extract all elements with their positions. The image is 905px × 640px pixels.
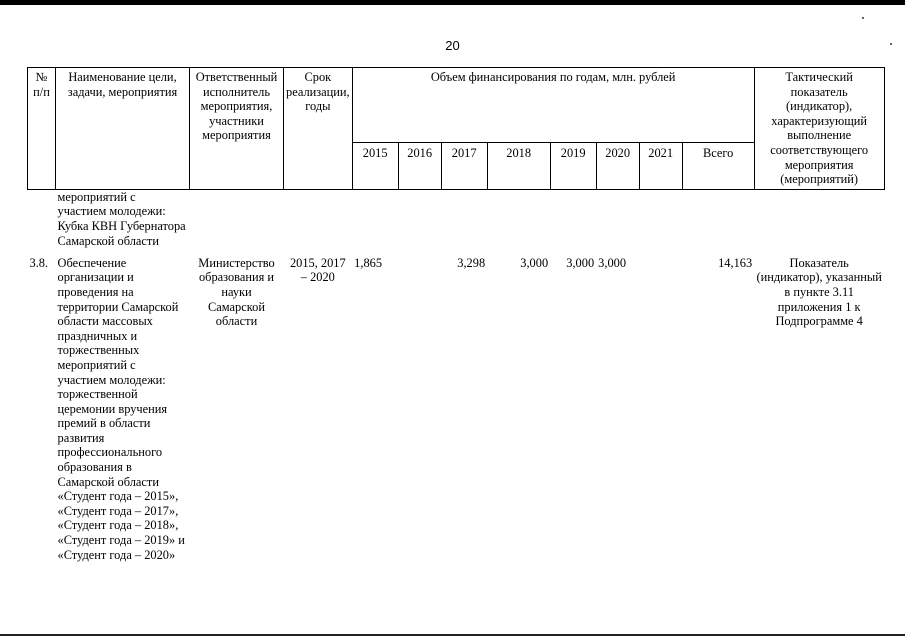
header-funding: Объем финансирования по годам, млн. рублей bbox=[352, 68, 754, 143]
value-2019: 3,000 bbox=[566, 255, 595, 270]
continuation-row bbox=[28, 189, 885, 256]
table-row bbox=[28, 256, 885, 562]
header-year-2019: 2019 bbox=[550, 143, 596, 190]
page-bottom-border bbox=[0, 634, 905, 636]
value-2020: 3,000 bbox=[598, 255, 627, 270]
header-year-2017: 2017 bbox=[441, 143, 487, 190]
value-2016 bbox=[398, 256, 441, 562]
value-2015: 1,865 bbox=[354, 255, 383, 270]
page-top-border bbox=[0, 0, 905, 5]
header-year-2018: 2018 bbox=[487, 143, 550, 190]
program-table bbox=[27, 67, 885, 562]
header-name: Наименование цели, задачи, мероприятия bbox=[56, 68, 190, 190]
header-total: Всего bbox=[682, 143, 754, 190]
page-number: 20 bbox=[445, 38, 460, 53]
scan-speck bbox=[862, 17, 864, 19]
header-indicator: Тактический показатель (индикатор), характеризующий выполнение соответствующего мероприятия (мероприятий) bbox=[754, 68, 884, 190]
header-year-2020: 2020 bbox=[596, 143, 639, 190]
row-responsible: Министерство образования и науки Самарской области bbox=[198, 255, 275, 329]
value-total: 14,163 bbox=[718, 255, 753, 270]
header-year-2015: 2015 bbox=[352, 143, 398, 190]
header-year-2016: 2016 bbox=[398, 143, 441, 190]
header-term: Срок реализации, годы bbox=[284, 68, 353, 190]
row-indicator: Показатель (индикатор), указанный в пункте 3.11 приложения 1 к Подпрограмме 4 bbox=[756, 255, 882, 329]
header-year-2021: 2021 bbox=[639, 143, 682, 190]
header-num: № п/п bbox=[28, 68, 56, 190]
row-term: 2015, 2017 – 2020 bbox=[289, 255, 346, 285]
row-num: 3.8. bbox=[29, 255, 49, 270]
row-name: Обеспечение организации и проведения на территории Самарской области массовых праздничных и торжественных мероприятий с участием молодежи: торжественной церемонии вручения премий в области развития профессионального образования в Самарской области «Студент года – 2015», «Студент года – 2017», «Студент года – 2018», «Студент года – 2019» и «Студент года – 2020» bbox=[57, 255, 185, 562]
value-2017: 3,298 bbox=[457, 255, 486, 270]
header-responsible: Ответственный исполнитель мероприятия, участники мероприятия bbox=[190, 68, 284, 190]
header-row-top bbox=[28, 68, 885, 143]
continuation-name: мероприятий с участием молодежи: Кубка КВН Губернатора Самарской области bbox=[57, 189, 186, 248]
value-2021 bbox=[639, 256, 682, 562]
value-2018: 3,000 bbox=[520, 255, 549, 270]
